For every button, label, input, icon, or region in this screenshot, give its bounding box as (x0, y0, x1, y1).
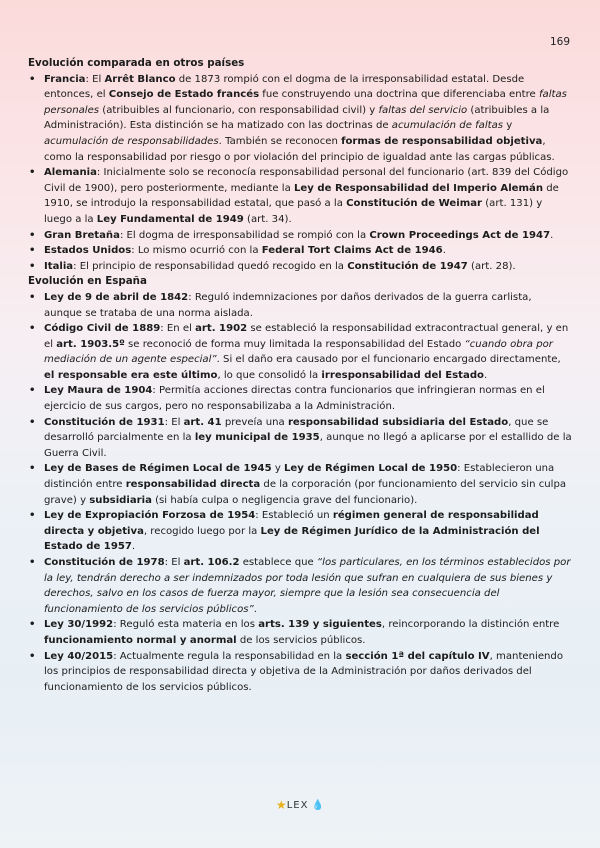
text: . (442, 245, 446, 257)
bold-text: formas de responsabilidad objetiva (341, 135, 543, 147)
text: de 1873 rompió con el dogma de la irresponsabilidad estatal. Desde entonces, el (44, 73, 525, 101)
italic-text: “los particulares, en los términos establecidos por la ley, tendrán derecho a ser indemnizados por toda lesión que sufran en cualquiera de sus bienes y derechos, salvo en los casos de fuerza mayor, siempre que la lesión sea consecuencia del funcionamiento de los servicios públicos” (44, 557, 571, 615)
section-heading: Evolución en España (28, 275, 147, 288)
list-item (28, 165, 572, 227)
text: : El (85, 73, 105, 85)
text: : Permitía acciones directas contra funcionarios que infringieran normas en el ejercicio de sus cargos, pero no responsabilizaba a la Administración. (44, 385, 545, 413)
text: : En el (160, 323, 196, 335)
bold-text: Gran Bretaña (44, 229, 120, 241)
text: (si había culpa o negligencia grave del funcionario). (151, 494, 418, 506)
list-item (28, 259, 572, 275)
list-item (28, 461, 572, 508)
bold-text: Ley 40/2015 (44, 650, 114, 662)
star-icon: ★ (275, 798, 287, 812)
bold-text: arts. 139 y siguientes (258, 619, 382, 631)
list-item (28, 290, 572, 321)
bold-text: sección 1ª del capítulo IV (345, 650, 490, 662)
bold-text: Estados Unidos (44, 245, 132, 257)
text: (art. 131) y luego a la (44, 198, 543, 225)
bold-text: responsabilidad subsidiaria del Estado (287, 416, 509, 428)
text: : Inicialmente solo se reconocía responsabilidad personal del funcionario (art. 839 del Código Civil de 1900), pero posteriormente, mediante la (44, 167, 569, 194)
bold-text: Consejo de Estado francés (108, 89, 260, 101)
bold-text: funcionamiento normal y anormal (44, 634, 237, 646)
bold-text: Ley 30/1992 (44, 619, 114, 631)
list-item (28, 508, 572, 555)
bold-text: Ley de Régimen Jurídico de la Administración del Estado de 1957 (44, 525, 540, 553)
text: , lo que consolidó la (217, 369, 322, 381)
text: fue construyendo una doctrina que diferenciaba entre (259, 89, 539, 101)
bold-text: responsabilidad directa (125, 479, 261, 491)
italic-text: acumulación de faltas (391, 120, 504, 132)
section-heading: Evolución comparada en otros países (28, 57, 245, 69)
list-item (28, 228, 572, 244)
bold-text: Ley de Bases de Régimen Local de 1945 (44, 463, 272, 475)
bold-text: subsidiaria (89, 494, 152, 506)
text: . (483, 369, 488, 381)
bold-text: Constitución de 1931 (44, 416, 165, 428)
bold-text: Código Civil de 1889 (44, 323, 161, 335)
text: : El (164, 416, 184, 428)
text: se reconoció de forma muy limitada la responsabilidad del Estado (124, 338, 465, 350)
text: . (253, 603, 257, 615)
text: , recogido luego por la (143, 525, 261, 537)
text: y (271, 463, 284, 475)
bold-text: Ley Fundamental de 1949 (96, 213, 244, 225)
text: : El dogma de irresponsabilidad se rompió con la (119, 229, 370, 241)
text: . (550, 229, 554, 241)
bold-text: art. 106.2 (183, 557, 240, 568)
bold-text: Ley Maura de 1904 (44, 385, 153, 397)
bold-text: Arrêt Blanco (104, 73, 176, 85)
text: de 1910, se introdujo la responsabilidad estatal, que pasó a la (44, 182, 559, 210)
list-item (28, 415, 572, 462)
text: : Estableció un (255, 510, 333, 522)
text: (art. 34). (243, 213, 292, 225)
text: establece que (239, 557, 317, 568)
bullet-list (28, 290, 572, 695)
text: . (131, 541, 136, 553)
text: , reincorporando la distinción entre (381, 619, 560, 631)
list-item (28, 383, 572, 414)
bold-text: Constitución de Weimar (346, 198, 483, 210)
italic-text: faltas personales (44, 89, 567, 116)
list-item (28, 321, 572, 383)
bold-text: régimen general de responsabilidad directa y objetiva (44, 510, 539, 537)
text: : Reguló esta materia en los (113, 619, 259, 631)
text: : Lo mismo ocurrió con la (131, 245, 262, 257)
text: : El principio de responsabilidad quedó recogido en la (73, 260, 348, 272)
text: : Reguló indemnizaciones por daños derivados de la guerra carlista, aunque se trataba de una norma aislada. (44, 291, 532, 319)
italic-text: faltas del servicio (378, 104, 468, 116)
list-item (28, 555, 572, 617)
bold-text: Ley de Expropiación Forzosa de 1954 (44, 510, 256, 522)
text: preveía una (221, 416, 288, 428)
document-body (28, 56, 572, 695)
text: . Si el daño era causado por el funcionario encargado directamente, (216, 354, 561, 366)
text: , como la responsabilidad por riesgo o por violación del principio de igualdad ante las cargas públicas. (44, 135, 555, 163)
bold-text: art. 1903.5º (56, 338, 125, 350)
bold-text: Federal Tort Claims Act de 1946 (261, 245, 443, 257)
blood-drop-icon: 💧 (311, 800, 325, 811)
bold-text: el responsable era este último (44, 369, 218, 381)
bold-text: Italia (44, 260, 74, 272)
italic-text: “cuando obra por mediación de un agente especial” (44, 338, 553, 366)
bold-text: Ley de Régimen Local de 1950 (284, 463, 458, 475)
footer-logo (0, 798, 600, 812)
bold-text: Constitución de 1947 (347, 260, 468, 272)
bold-text: Ley de 9 de abril de 1842 (44, 291, 189, 303)
bullet-list (28, 72, 572, 275)
text: : El (164, 557, 184, 568)
bold-text: art. 1902 (195, 323, 248, 335)
text: se estableció la responsabilidad extracontractual general, y en el (44, 323, 569, 350)
bold-text: Alemania (44, 167, 97, 179)
page-number: 169 (549, 36, 570, 48)
bold-text: irresponsabilidad del Estado (321, 369, 484, 381)
bold-text: art. 41 (183, 416, 222, 428)
text: : Establecieron una distinción entre (44, 463, 555, 491)
footer-brand: LEX (286, 800, 309, 811)
text: y (503, 120, 513, 132)
list-item (28, 617, 572, 648)
text: de los servicios públicos. (236, 634, 366, 646)
text: . También se reconocen (218, 135, 342, 147)
bold-text: Constitución de 1978 (44, 557, 165, 568)
text: : Actualmente regula la responsabilidad en la (113, 650, 346, 662)
text: (art. 28). (467, 260, 516, 272)
text: , que se desarrolló parcialmente en la (44, 416, 549, 444)
italic-text: acumulación de responsabilidades (44, 135, 219, 147)
bold-text: Francia (44, 73, 86, 85)
bold-text: Crown Proceedings Act de 1947 (369, 229, 551, 241)
list-item (28, 243, 572, 259)
text: (atribuibles al funcionario, con responsabilidad civil) y (99, 104, 379, 116)
text: , aunque no llegó a aplicarse por el estallido de la Guerra Civil. (44, 432, 572, 459)
list-item (28, 72, 572, 166)
text: de la corporación (por funcionamiento del servicio sin culpa grave) y (44, 479, 567, 506)
text: (atribuibles a la Administración). Esta distinción se ha matizado con las doctrinas de (44, 104, 550, 132)
bold-text: Ley de Responsabilidad del Imperio Alemán (294, 182, 544, 194)
list-item (28, 649, 572, 696)
text: , manteniendo los principios de responsabilidad directa y objetiva de la Administración por daños derivados del funcionamiento de los servicios públicos. (44, 650, 564, 693)
bold-text: ley municipal de 1935 (194, 432, 320, 444)
